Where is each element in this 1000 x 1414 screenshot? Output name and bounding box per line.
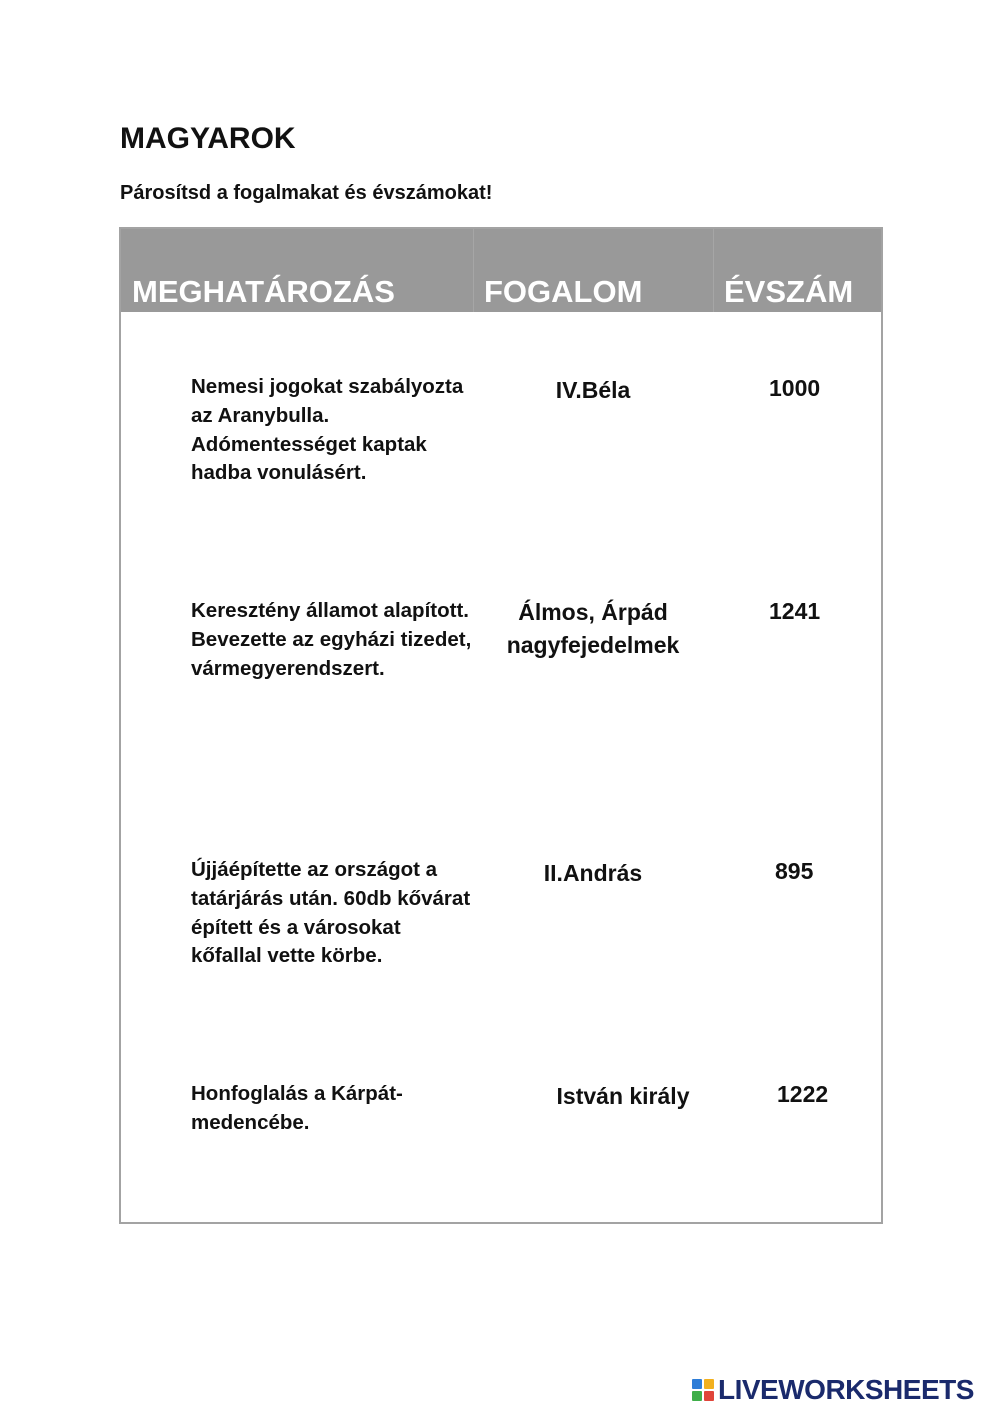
term-cell[interactable]: Álmos, Árpád nagyfejedelmek [506, 599, 680, 658]
header-term: FOGALOM [484, 274, 643, 309]
year-cell[interactable]: 1222 [777, 1081, 829, 1107]
term-cell[interactable]: II.András [543, 860, 643, 886]
year-cell[interactable]: 895 [775, 858, 814, 884]
header-divider [473, 229, 474, 312]
liveworksheets-logo[interactable] [692, 1376, 974, 1404]
instruction-text: Párosítsd a fogalmakat és évszámokat! [120, 182, 493, 204]
year-cell[interactable]: 1000 [769, 375, 821, 401]
year-cell[interactable]: 1241 [769, 598, 821, 624]
term-cell[interactable]: IV.Béla [555, 377, 631, 403]
table-header [121, 229, 881, 312]
definition-cell: Újjáépítette az országot a tatárjárás után. 60db kővárat épített és a városokat kőfallal vette körbe. [191, 858, 471, 968]
definition-cell: Nemesi jogokat szabályozta az Aranybulla. Adómentességet kaptak hadba vonulásért. [191, 375, 464, 485]
logo-text: LIVEWORKSHEETS [718, 1374, 974, 1405]
page-title: MAGYAROK [120, 122, 296, 155]
header-year: ÉVSZÁM [724, 274, 854, 309]
header-definition: MEGHATÁROZÁS [132, 274, 395, 309]
term-cell[interactable]: István király [556, 1083, 690, 1109]
matching-table [119, 227, 883, 1224]
definition-cell: Honfoglalás a Kárpát-medencébe. [191, 1082, 403, 1134]
header-divider [713, 229, 714, 312]
liveworksheets-logo-icon [692, 1379, 714, 1401]
definition-cell: Keresztény államot alapított. Bevezette az egyházi tizedet, vármegyerendszert. [191, 599, 472, 680]
